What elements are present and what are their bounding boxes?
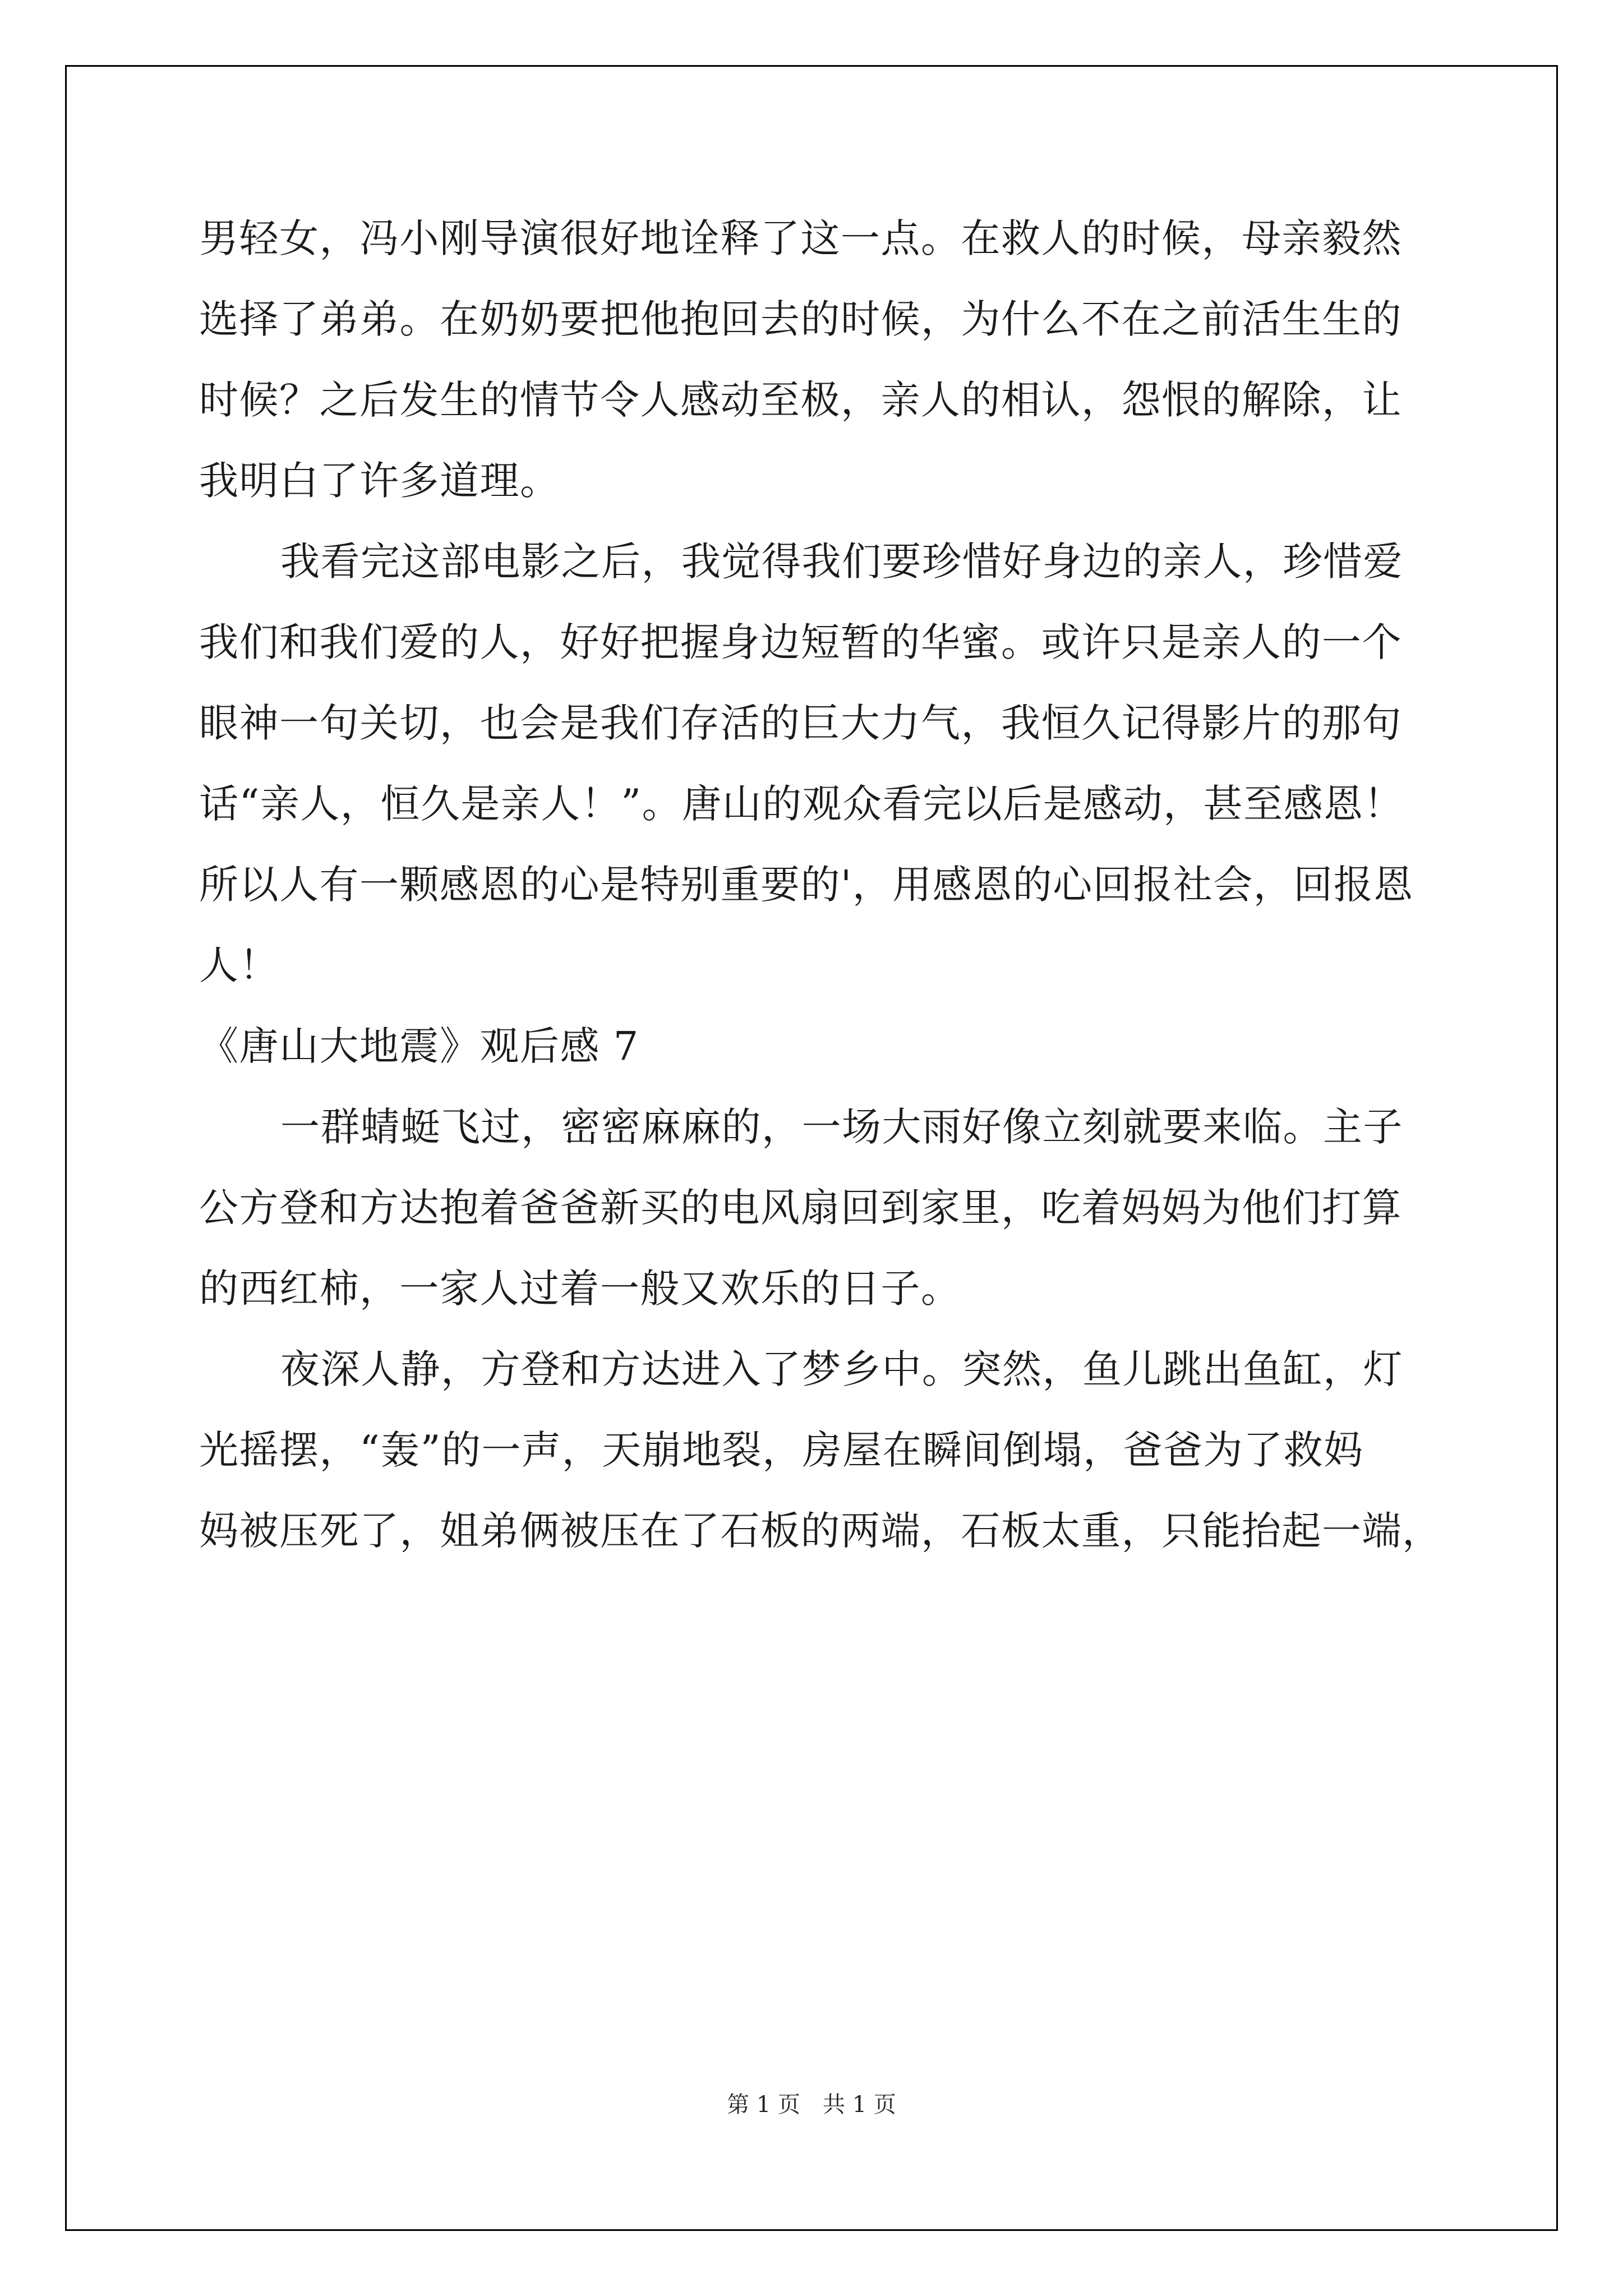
text-line: 人！ xyxy=(199,942,279,988)
document-body xyxy=(199,215,1442,1592)
text-line: 男轻女，冯小刚导演很好地诠释了这一点。在救人的时候，母亲毅然 xyxy=(199,215,1402,261)
text-line: 时候？之后发生的情节令人感动至极，亲人的相认，怨恨的解除，让 xyxy=(199,377,1402,423)
text-line: 我明白了许多道理。 xyxy=(199,458,560,504)
text-line: 的西红柿，一家人过着一般又欢乐的日子。 xyxy=(199,1266,961,1312)
text-line: 眼神一句关切，也会是我们存活的巨大力气，我恒久记得影片的那句 xyxy=(199,700,1402,746)
paragraph xyxy=(199,1104,1427,1350)
text-line: 我看完这部电影之后，我觉得我们要珍惜好身边的亲人，珍惜爱 xyxy=(280,539,1403,585)
text-line: 话“亲人，恒久是亲人！”。唐山的观众看完以后是感动，甚至感恩！ xyxy=(199,781,1404,827)
text-line: 公方登和方达抱着爸爸新买的电风扇回到家里，吃着妈妈为他们打算 xyxy=(199,1185,1402,1231)
page-footer: 第 1 页 共 1 页 xyxy=(727,2092,896,2118)
text-line: 我们和我们爱的人，好好把握身边短暂的华蜜。或许只是亲人的一个 xyxy=(199,619,1402,665)
paragraph xyxy=(199,1346,1442,1592)
text-line: 一群蜻蜓飞过，密密麻麻的，一场大雨好像立刻就要来临。主子 xyxy=(280,1104,1403,1150)
text-line: 夜深人静，方登和方达进入了梦乡中。突然，鱼儿跳出鱼缸，灯 xyxy=(280,1346,1403,1392)
text-line: 所以人有一颗感恩的心是特别重要的'，用感恩的心回报社会，回报恩 xyxy=(199,862,1414,908)
text-line: 妈被压死了，姐弟俩被压在了石板的两端，石板太重，只能抬起一端， xyxy=(199,1508,1442,1554)
section-heading: 《唐山大地震》观后感 7 xyxy=(199,1023,639,1069)
text-line: 选择了弟弟。在奶奶要把他抱回去的时候，为什么不在之前活生生的 xyxy=(199,296,1402,342)
paragraph xyxy=(199,215,1427,542)
paragraph xyxy=(199,539,1427,1027)
text-line: 光摇摆，“轰”的一声，天崩地裂，房屋在瞬间倒塌，爸爸为了救妈 xyxy=(199,1427,1364,1473)
